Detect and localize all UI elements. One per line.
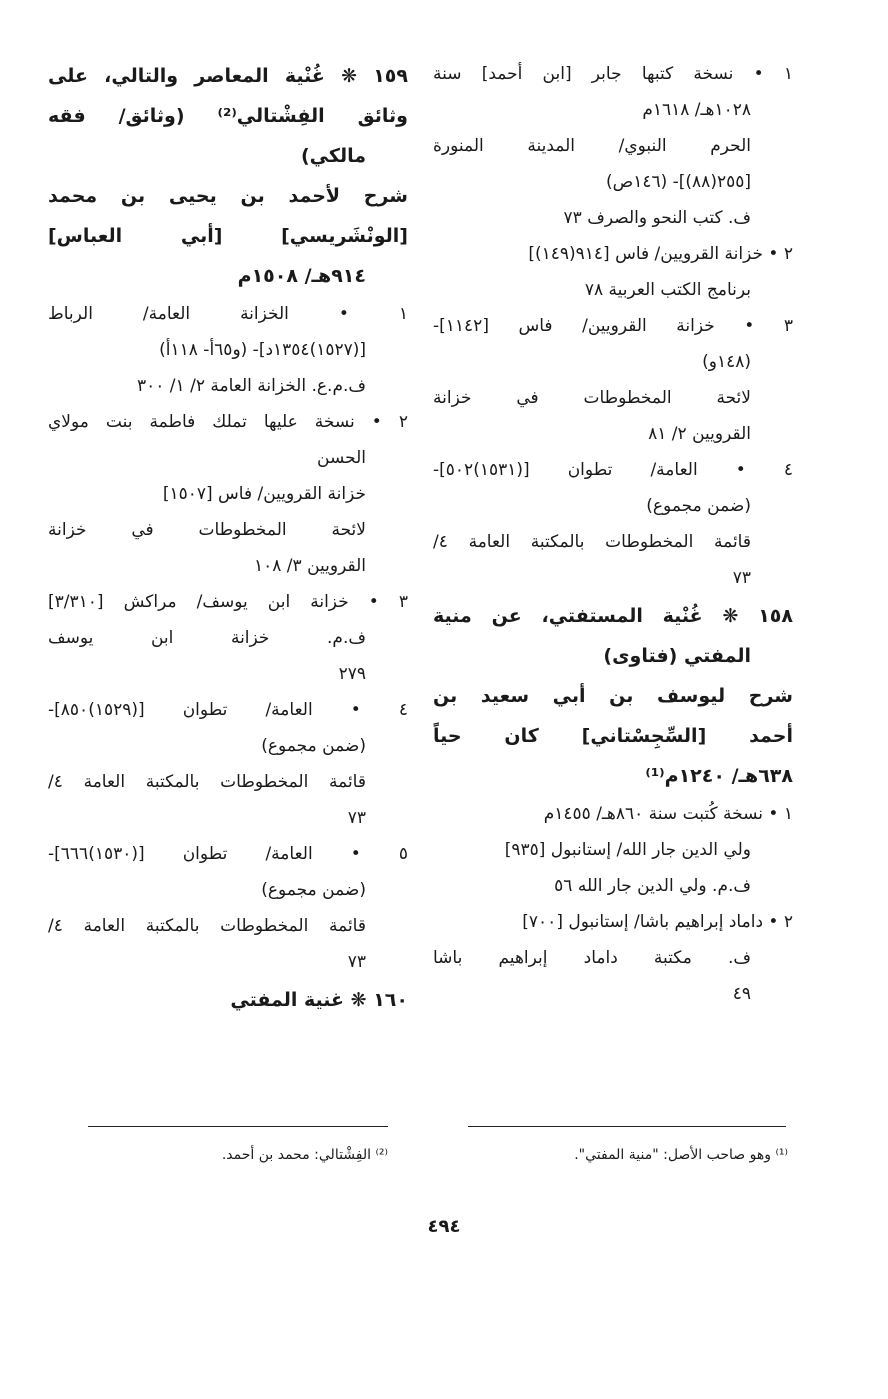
- entry-line: القرويين ٣/ ١٠٨: [254, 556, 366, 576]
- entry-line: ٧٣: [732, 568, 751, 588]
- entry-line: لائحة المخطوطات في خزانة: [433, 388, 751, 408]
- entry-line: ٢ • نسخة عليها تملك فاطمة بنت مولاي: [48, 412, 408, 432]
- entry-heading: ١٦٠ ❋ غنية المفتي: [230, 989, 408, 1011]
- entry-line: (ضمن مجموع): [261, 880, 366, 900]
- page-number: ٤٩٤: [427, 1216, 461, 1237]
- entry-heading: ٦٣٨هـ/ ١٢٤٠م⁽¹⁾: [645, 765, 793, 787]
- right-column: [433, 56, 793, 1012]
- entry-heading: ١٥٩ ❋ غُنْية المعاصر والتالي، على: [48, 65, 408, 87]
- footnote: ⁽¹⁾ وهو صاحب الأصل: "منية المفتي".: [574, 1147, 788, 1163]
- entry-line: ف. مكتبة داماد إبراهيم باشا: [433, 948, 751, 968]
- entry-heading: شرح لأحمد بن يحيى بن محمد: [48, 185, 408, 207]
- entry-heading: مالكي): [301, 145, 366, 167]
- entry-line: ٧٣: [347, 808, 366, 828]
- entry-line: (ضمن مجموع): [261, 736, 366, 756]
- entry-line: (ضمن مجموع): [646, 496, 751, 516]
- entry-line: ٣ • خزانة ابن يوسف/ مراكش [٣/٣١٠]: [48, 592, 408, 612]
- entry-heading: ٩١٤هـ/ ١٥٠٨م: [237, 265, 366, 287]
- entry-line: ولي الدين جار الله/ إستانبول [٩٣٥]: [504, 840, 751, 860]
- entry-line: ٣ • خزانة القرويين/ فاس [١١٤٢]-: [433, 316, 793, 336]
- entry-line: ٢٧٩: [338, 664, 366, 684]
- entry-line: خزانة القرويين/ فاس [١٥٠٧]: [162, 484, 366, 504]
- entry-line: برنامج الكتب العربية ٧٨: [584, 280, 751, 300]
- entry-line: ٢ • خزانة القرويين/ فاس [٩١٤(١٤٩)]: [528, 244, 793, 264]
- left-column: [48, 56, 408, 1020]
- footnote-rule: [468, 1126, 786, 1127]
- entry-line: ١٠٢٨هـ/ ١٦١٨م: [642, 100, 751, 120]
- entry-heading: ١٥٨ ❋ غُنْية المستفتي، عن منية: [433, 605, 793, 627]
- entry-line: [٢٥٥(٨٨)]- (١٤٦ص): [606, 172, 751, 192]
- entry-line: الحسن: [317, 448, 366, 468]
- entry-heading: وثائق الفِشْتالي⁽²⁾ (وثائق/ فقه: [48, 105, 408, 127]
- entry-line: ١ • نسخة كُتبت سنة ٨٦٠هـ/ ١٤٥٥م: [543, 804, 793, 824]
- entry-line: القرويين ٢/ ٨١: [648, 424, 751, 444]
- entry-line: ٧٣: [347, 952, 366, 972]
- entry-line: ٥ • العامة/ تطوان [(١٥٣٠)٦٦٦]-: [48, 844, 408, 864]
- entry-line: ٤ • العامة/ تطوان [(١٥٢٩)٨٥٠]-: [48, 700, 408, 720]
- entry-line: ف. كتب النحو والصرف ٧٣: [563, 208, 751, 228]
- entry-line: (١٤٨و): [702, 352, 751, 372]
- entry-line: ١ • نسخة كتبها جابر [ابن أحمد] سنة: [433, 64, 793, 84]
- footnote: ⁽²⁾ الفِشْتالي: محمد بن أحمد.: [221, 1147, 388, 1163]
- entry-heading: أحمد [السِّجِسْتاني] كان حياً: [433, 725, 793, 747]
- entry-line: ف.م.ع. الخزانة العامة ٢/ ١/ ٣٠٠: [136, 376, 366, 396]
- entry-heading: شرح ليوسف بن أبي سعيد بن: [433, 685, 793, 707]
- footnote-rule: [88, 1126, 388, 1127]
- entry-heading: [الونْشَريسي] [أبي العباس]: [48, 225, 408, 247]
- entry-line: الحرم النبوي/ المدينة المنورة: [433, 136, 751, 156]
- entry-line: ٤٩: [732, 984, 751, 1004]
- entry-line: قائمة المخطوطات بالمكتبة العامة ٤/: [48, 772, 366, 792]
- entry-line: ف.م. ولي الدين جار الله ٥٦: [554, 876, 751, 896]
- entry-line: ٢ • داماد إبراهيم باشا/ إستانبول [٧٠٠]: [522, 912, 793, 932]
- entry-line: ١ • الخزانة العامة/ الرباط: [48, 304, 408, 324]
- entry-line: قائمة المخطوطات بالمكتبة العامة ٤/: [48, 916, 366, 936]
- entry-heading: المفتي (فتاوى): [603, 645, 751, 667]
- entry-line: ف.م. خزانة ابن يوسف: [48, 628, 366, 648]
- entry-line: قائمة المخطوطات بالمكتبة العامة ٤/: [433, 532, 751, 552]
- entry-line: [(١٥٢٧)١٣٥٤د]- (و٦٥أ- ١١٨أ): [159, 340, 366, 360]
- entry-line: لائحة المخطوطات في خزانة: [48, 520, 366, 540]
- entry-line: ٤ • العامة/ تطوان [(١٥٣١)٥٠٢]-: [433, 460, 793, 480]
